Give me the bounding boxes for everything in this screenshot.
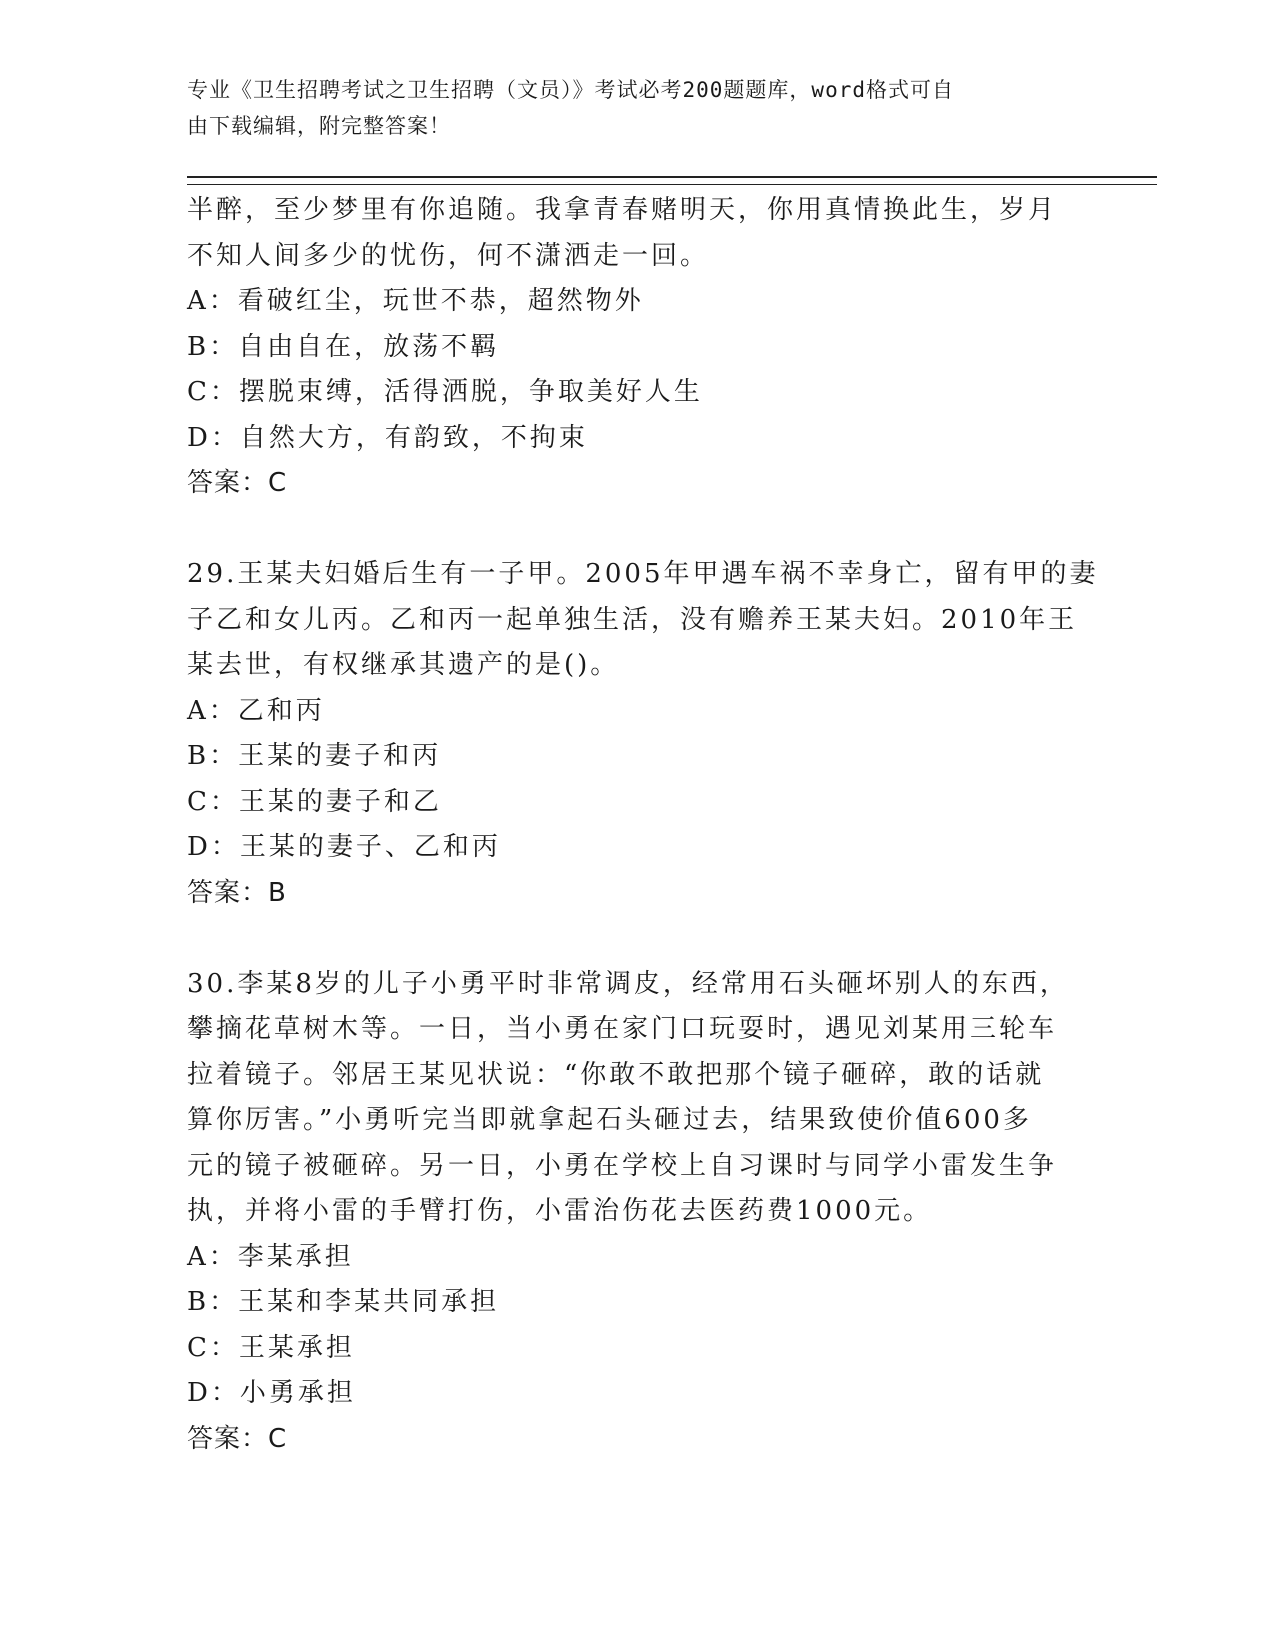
question-stem-line: 29.王某夫妇婚后生有一子甲。2005年甲遇车祸不幸身亡，留有甲的妻	[187, 559, 1099, 589]
answer-line: 答案：C	[187, 1423, 288, 1454]
document-body	[187, 188, 1099, 1462]
option-c: C：摆脱束缚，活得洒脱，争取美好人生	[187, 377, 703, 407]
option-c: C：王某承担	[187, 1332, 355, 1363]
question-stem-line: 不知人间多少的忧伤，何不潇洒走一回。	[187, 240, 710, 271]
question-stem-line: 攀摘花草树木等。一日，当小勇在家门口玩耍时，遇见刘某用三轮车	[187, 1014, 1058, 1044]
header-line-2: 由下载编辑，附完整答案！	[187, 114, 451, 138]
question-stem-line: 执，并将小雷的手臂打伤，小雷治伤花去医药费1000元。	[187, 1196, 933, 1226]
question-stem-line: 算你厉害。”小勇听完当即就拿起石头砸过去，结果致使价值600多	[187, 1105, 1032, 1135]
option-a: A：乙和丙	[187, 695, 325, 726]
spacer	[187, 507, 1087, 553]
header-divider	[187, 176, 1157, 185]
option-b: B：自由自在，放荡不羁	[187, 331, 500, 362]
header-line-1: 专业《卫生招聘考试之卫生招聘（文员）》考试必考200题题库，word格式可自	[187, 78, 954, 102]
question-stem-line: 某去世，有权继承其遗产的是()。	[187, 650, 620, 680]
question-stem-line: 拉着镜子。邻居王某见状说：“你敢不敢把那个镜子砸碎，敢的话就	[187, 1059, 1045, 1090]
spacer	[187, 916, 1087, 962]
question-block-prev	[187, 188, 1087, 507]
question-stem-line: 子乙和女儿丙。乙和丙一起单独生活，没有赡养王某夫妇。2010年王	[187, 604, 1078, 635]
option-a: A：看破红尘，玩世不恭，超然物外	[187, 286, 644, 316]
question-stem-line: 元的镜子被砸碎。另一日，小勇在学校上自习课时与同学小雷发生争	[187, 1150, 1058, 1181]
option-d: D：王某的妻子、乙和丙	[187, 832, 501, 862]
option-b: B：王某和李某共同承担	[187, 1287, 500, 1317]
question-block-29	[187, 552, 1099, 916]
option-d: D：小勇承担	[187, 1378, 356, 1408]
option-c: C：王某的妻子和乙	[187, 786, 442, 817]
option-b: B：王某的妻子和丙	[187, 741, 442, 771]
question-stem-line: 半醉，至少梦里有你追随。我拿青春赌明天，你用真情换此生，岁月	[187, 195, 1058, 225]
document-header	[187, 72, 1067, 144]
question-block-30	[187, 962, 1087, 1463]
answer-line: 答案：C	[187, 468, 288, 498]
option-a: A：李某承担	[187, 1241, 354, 1272]
question-stem-line: 30.李某8岁的儿子小勇平时非常调皮，经常用石头砸坏别人的东西，	[187, 968, 1069, 999]
answer-line: 答案：B	[187, 877, 287, 908]
option-d: D：自然大方，有韵致，不拘束	[187, 422, 588, 453]
